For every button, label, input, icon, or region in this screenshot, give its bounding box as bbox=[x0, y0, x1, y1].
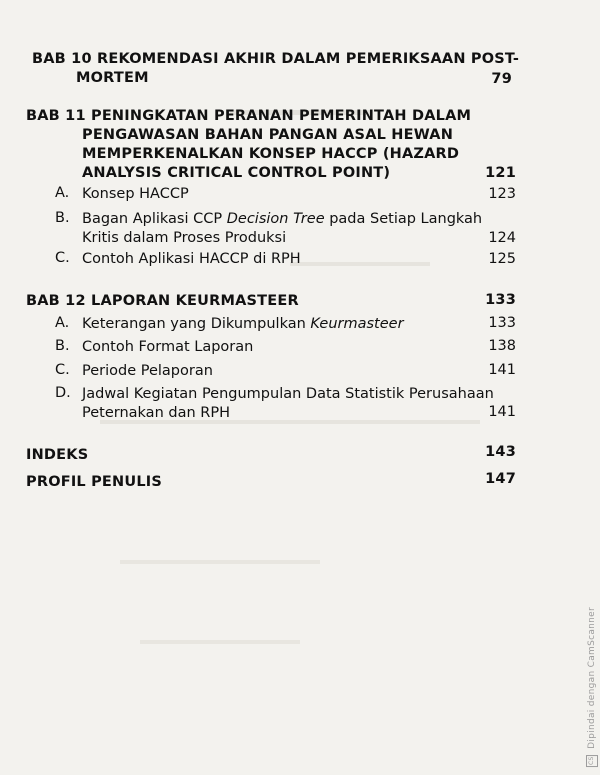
subentry-page-number: 141 bbox=[488, 362, 516, 378]
camscanner-watermark bbox=[586, 607, 598, 767]
subentry-title-line1: Bagan Aplikasi CCP Decision Tree pada Setiap Langkah bbox=[82, 211, 483, 227]
subentry-letter: A. bbox=[55, 315, 70, 331]
camscanner-logo-icon: CS bbox=[586, 755, 598, 767]
bab11-title-line4: ANALYSIS CRITICAL CONTROL POINT) bbox=[82, 165, 391, 181]
subentry-title: Contoh Format Laporan bbox=[82, 339, 254, 355]
subentry-title: Keterangan yang Dikumpulkan Keurmasteer bbox=[82, 316, 404, 332]
profil-penulis-page-number: 147 bbox=[485, 471, 516, 487]
bab10-page-number: 79 bbox=[491, 71, 512, 87]
subentry-letter: C. bbox=[55, 362, 70, 378]
subentry-title-line2: Kritis dalam Proses Produksi bbox=[82, 230, 287, 246]
subentry-page-number: 133 bbox=[488, 315, 516, 331]
bab10-title-line1: BAB 10 REKOMENDASI AKHIR DALAM PEMERIKSAAN POST- bbox=[32, 51, 520, 67]
subentry-letter: C. bbox=[55, 250, 70, 266]
subentry-letter: B. bbox=[55, 338, 70, 354]
bab10-title-line2: MORTEM bbox=[76, 70, 149, 86]
bab12-page-number: 133 bbox=[485, 292, 516, 308]
bleed-through-decoration bbox=[140, 640, 300, 644]
profil-penulis-title: PROFIL PENULIS bbox=[26, 474, 163, 490]
bab11-page-number: 121 bbox=[485, 165, 516, 181]
bab11-title-line2: PENGAWASAN BAHAN PANGAN ASAL HEWAN bbox=[82, 127, 454, 143]
subentry-letter: D. bbox=[55, 385, 71, 401]
bab11-title-line3: MEMPERKENALKAN KONSEP HACCP (HAZARD bbox=[82, 146, 460, 162]
subentry-title-line2: Peternakan dan RPH bbox=[82, 405, 230, 421]
bleed-through-decoration bbox=[120, 560, 320, 564]
bab11-title-line1: BAB 11 PENINGKATAN PERANAN PEMERINTAH DALAM bbox=[26, 108, 472, 124]
subentry-letter: B. bbox=[55, 210, 70, 226]
bab12-title: BAB 12 LAPORAN KEURMASTEER bbox=[26, 293, 299, 309]
subentry-page-number: 125 bbox=[488, 251, 516, 267]
camscanner-watermark-text: Dipindai dengan CamScanner bbox=[587, 606, 597, 749]
subentry-page-number: 141 bbox=[488, 404, 516, 420]
subentry-page-number: 138 bbox=[488, 338, 516, 354]
bleed-through-decoration bbox=[290, 262, 430, 266]
indeks-page-number: 143 bbox=[485, 444, 516, 460]
subentry-title: Konsep HACCP bbox=[82, 186, 189, 202]
subentry-title: Periode Pelaporan bbox=[82, 363, 213, 379]
subentry-title-line1: Jadwal Kegiatan Pengumpulan Data Statistik Perusahaan bbox=[82, 386, 494, 402]
subentry-title: Contoh Aplikasi HACCP di RPH bbox=[82, 251, 301, 267]
indeks-title: INDEKS bbox=[26, 447, 89, 463]
subentry-italic-term: Decision Tree bbox=[226, 211, 325, 227]
subentry-page-number: 124 bbox=[488, 230, 516, 246]
subentry-page-number: 123 bbox=[488, 186, 516, 202]
subentry-italic-term: Keurmasteer bbox=[310, 316, 404, 332]
subentry-letter: A. bbox=[55, 185, 70, 201]
